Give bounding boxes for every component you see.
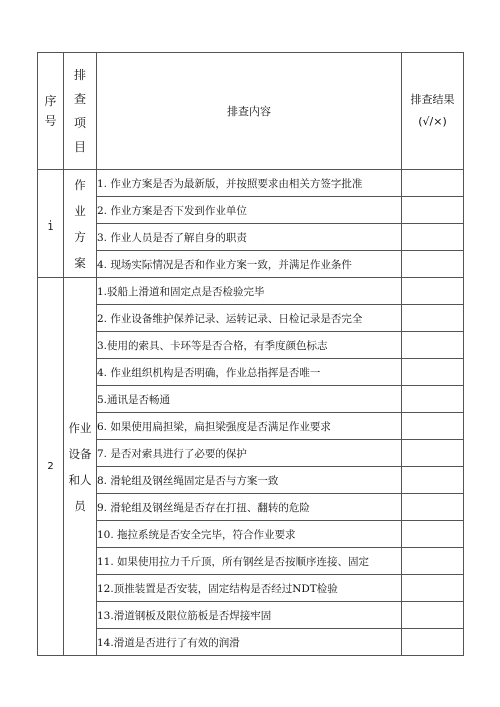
check-content: 2. 作业设备维护保养记录、运转记录、日检记录是否完全 <box>97 305 402 332</box>
check-content: 10. 拖拉系统是否安全完毕，符合作业要求 <box>97 521 402 548</box>
check-content: 6. 如果使用扁担梁，扁担梁强度是否满足作业要求 <box>97 413 402 440</box>
check-content: 11. 如果使用拉力千斤顶，所有钢丝是否按顺序连接、固定 <box>97 548 402 575</box>
header-item-char: 目 <box>73 140 86 154</box>
table-row <box>38 494 464 521</box>
check-content: 2. 作业方案是否下发到作业单位 <box>97 197 402 224</box>
section-item-char: 作 <box>74 177 86 192</box>
header-item-char: 排 <box>73 68 86 82</box>
section-item-line: 和人 <box>68 472 92 487</box>
header-result-symbols: (√/×) <box>418 115 447 128</box>
result-cell[interactable] <box>402 332 464 359</box>
header-result-label: 排查结果 <box>410 93 455 106</box>
result-cell[interactable] <box>402 629 464 656</box>
section-seq: , 1 <box>38 170 64 278</box>
check-content: 12.顶推装置是否安装，固定结构是否经过NDT检验 <box>97 575 402 602</box>
section-item-char: 业 <box>74 203 86 218</box>
result-cell[interactable] <box>402 575 464 602</box>
result-cell[interactable] <box>402 521 464 548</box>
result-cell[interactable] <box>402 494 464 521</box>
table-row <box>38 305 464 332</box>
header-content: 排查内容 <box>97 53 402 170</box>
header-item <box>64 53 97 170</box>
header-seq <box>38 53 64 170</box>
section-item-line: 作业 <box>68 420 92 435</box>
table-row <box>38 386 464 413</box>
result-cell[interactable] <box>402 413 464 440</box>
check-content: 5.通讯是否畅通 <box>97 386 402 413</box>
result-cell[interactable] <box>402 359 464 386</box>
section-item <box>64 170 97 278</box>
check-content: 8. 滑轮组及钢丝绳固定是否与方案一致 <box>97 467 402 494</box>
table-row <box>38 440 464 467</box>
check-content: 3.使用的索具、卡环等是否合格，有季度颜色标志 <box>97 332 402 359</box>
header-seq-char: 序 <box>44 94 57 108</box>
check-content: 7. 是否对索具进行了必要的保护 <box>97 440 402 467</box>
check-content: 9. 滑轮组及钢丝绳是否存在打扭、翻转的危险 <box>97 494 402 521</box>
table-row <box>38 602 464 629</box>
result-cell[interactable] <box>402 251 464 278</box>
table-row <box>38 278 464 305</box>
check-content: 1. 作业方案是否为最新版，并按照要求由相关方签字批准 <box>97 170 402 197</box>
table-row <box>38 224 464 251</box>
result-cell[interactable] <box>402 440 464 467</box>
result-cell[interactable] <box>402 548 464 575</box>
table-row <box>38 197 464 224</box>
check-content: 4. 现场实际情况是否和作业方案一致，并满足作业条件 <box>97 251 402 278</box>
header-seq-char: 号 <box>44 114 57 128</box>
header-item-char: 项 <box>73 116 86 130</box>
section-item <box>64 278 97 656</box>
inspection-checklist-table <box>37 52 464 656</box>
section-item-char: 案 <box>74 255 86 270</box>
result-cell[interactable] <box>402 278 464 305</box>
header-item-char: 查 <box>73 92 86 106</box>
result-cell[interactable] <box>402 602 464 629</box>
check-content: 1.驳船上滑道和固定点是否检验完毕 <box>97 278 402 305</box>
check-content: 13.滑道钢板及限位筋板是否焊接牢固 <box>97 602 402 629</box>
table-row <box>38 575 464 602</box>
result-cell[interactable] <box>402 386 464 413</box>
section-seq-number: 1 <box>47 221 54 233</box>
table-row <box>38 332 464 359</box>
table-row <box>38 629 464 656</box>
result-cell[interactable] <box>402 305 464 332</box>
section-item-line: 员 <box>74 498 86 513</box>
table-row <box>38 170 464 197</box>
section-item-char: 方 <box>74 229 86 244</box>
section-seq: 2 <box>38 278 64 656</box>
result-cell[interactable] <box>402 224 464 251</box>
table-row <box>38 521 464 548</box>
result-cell[interactable] <box>402 197 464 224</box>
result-cell[interactable] <box>402 467 464 494</box>
table-row <box>38 251 464 278</box>
table-row <box>38 548 464 575</box>
check-content: 14.滑道是否进行了有效的润滑 <box>97 629 402 656</box>
check-content: 3. 作业人员是否了解自身的职责 <box>97 224 402 251</box>
section-item-line: 设备 <box>68 446 92 461</box>
header-row <box>38 53 464 170</box>
table-row <box>38 413 464 440</box>
table-row <box>38 359 464 386</box>
table-row <box>38 467 464 494</box>
check-content: 4. 作业组织机构是否明确，作业总指挥是否唯一 <box>97 359 402 386</box>
result-cell[interactable] <box>402 170 464 197</box>
header-result <box>402 53 464 170</box>
